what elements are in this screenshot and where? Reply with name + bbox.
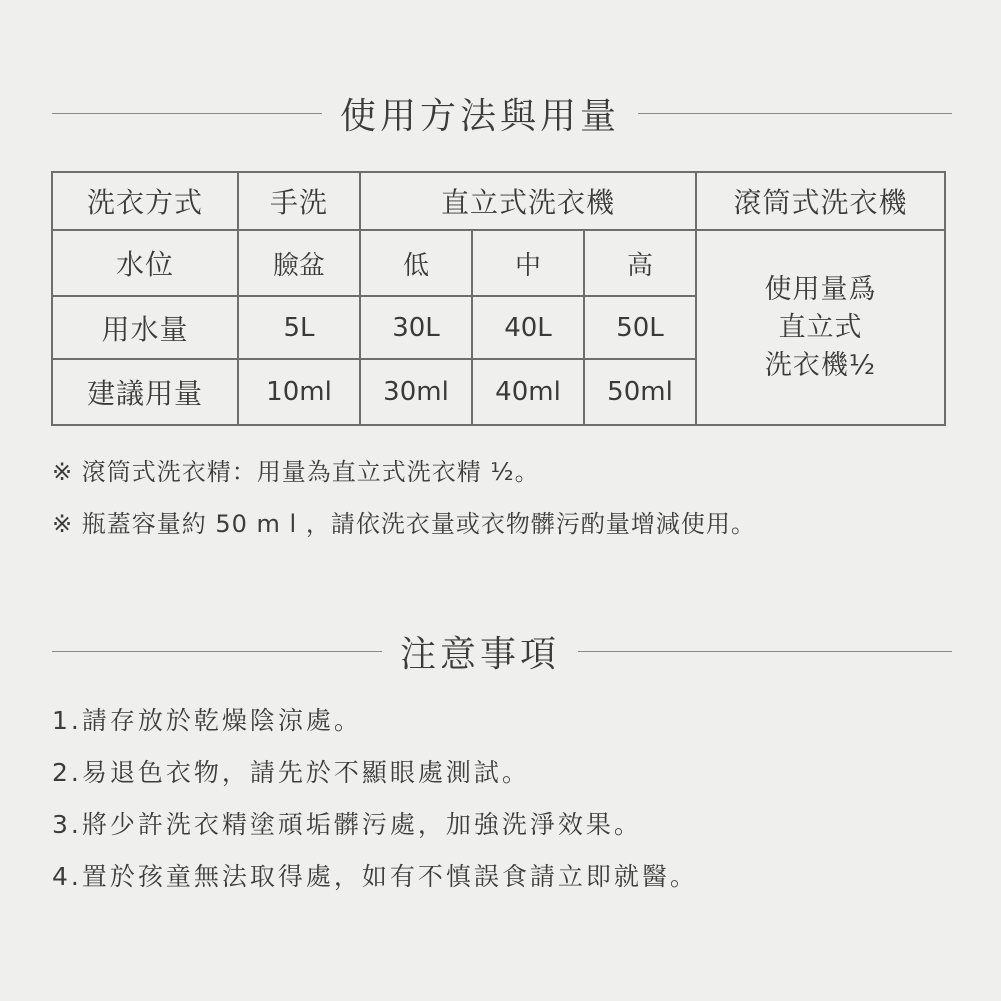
cell-basin: 臉盆 <box>238 230 360 296</box>
cell-dosage-low: 30ml <box>360 359 472 425</box>
heading-rule-right <box>638 113 952 114</box>
row-label-water-level: 水位 <box>52 230 238 296</box>
drum-note-line: 直立式 <box>778 311 863 343</box>
row-label-water-volume: 用水量 <box>52 296 238 359</box>
header-method: 洗衣方式 <box>52 172 238 230</box>
drum-note-line: 使用量爲 <box>764 273 877 305</box>
header-drum: 滾筒式洗衣機 <box>696 172 945 230</box>
precaution-item: 4.置於孩童無法取得處，如有不慎誤食請立即就醫。 <box>52 862 698 891</box>
cell-volume-high: 50L <box>584 296 696 359</box>
header-hand-wash: 手洗 <box>238 172 360 230</box>
precaution-item: 3.將少許洗衣精塗頑垢髒污處，加強洗淨效果。 <box>52 810 642 839</box>
usage-table <box>51 171 946 426</box>
note-drum-dosage: ※ 滾筒式洗衣精：用量為直立式洗衣精 ½。 <box>52 458 540 486</box>
precautions-heading-text: 注意事項 <box>400 634 561 675</box>
cell-drum-note <box>696 230 945 425</box>
cell-volume-mid: 40L <box>472 296 584 359</box>
heading-rule-left <box>52 651 382 652</box>
cell-level-high: 高 <box>584 230 696 296</box>
cell-volume-hand: 5L <box>238 296 360 359</box>
table-row <box>52 230 945 296</box>
heading-rule-left <box>52 113 322 114</box>
precaution-item: 2.易退色衣物，請先於不顯眼處測試。 <box>52 758 530 787</box>
cell-dosage-high: 50ml <box>584 359 696 425</box>
cell-level-mid: 中 <box>472 230 584 296</box>
usage-section-heading <box>52 88 952 139</box>
precautions-section-heading <box>52 626 952 677</box>
drum-note-line: 洗衣機½ <box>764 349 877 381</box>
usage-heading-text: 使用方法與用量 <box>340 96 621 137</box>
note-cap-capacity: ※ 瓶蓋容量約 50 m l ，請依洗衣量或衣物髒污酌量增減使用。 <box>52 510 756 538</box>
cell-dosage-hand: 10ml <box>238 359 360 425</box>
header-top-loader: 直立式洗衣機 <box>360 172 696 230</box>
cell-level-low: 低 <box>360 230 472 296</box>
heading-rule-right <box>578 651 952 652</box>
cell-dosage-mid: 40ml <box>472 359 584 425</box>
table-header-row <box>52 172 945 230</box>
row-label-dosage: 建議用量 <box>52 359 238 425</box>
cell-volume-low: 30L <box>360 296 472 359</box>
precaution-item: 1.請存放於乾燥陰涼處。 <box>52 706 362 735</box>
